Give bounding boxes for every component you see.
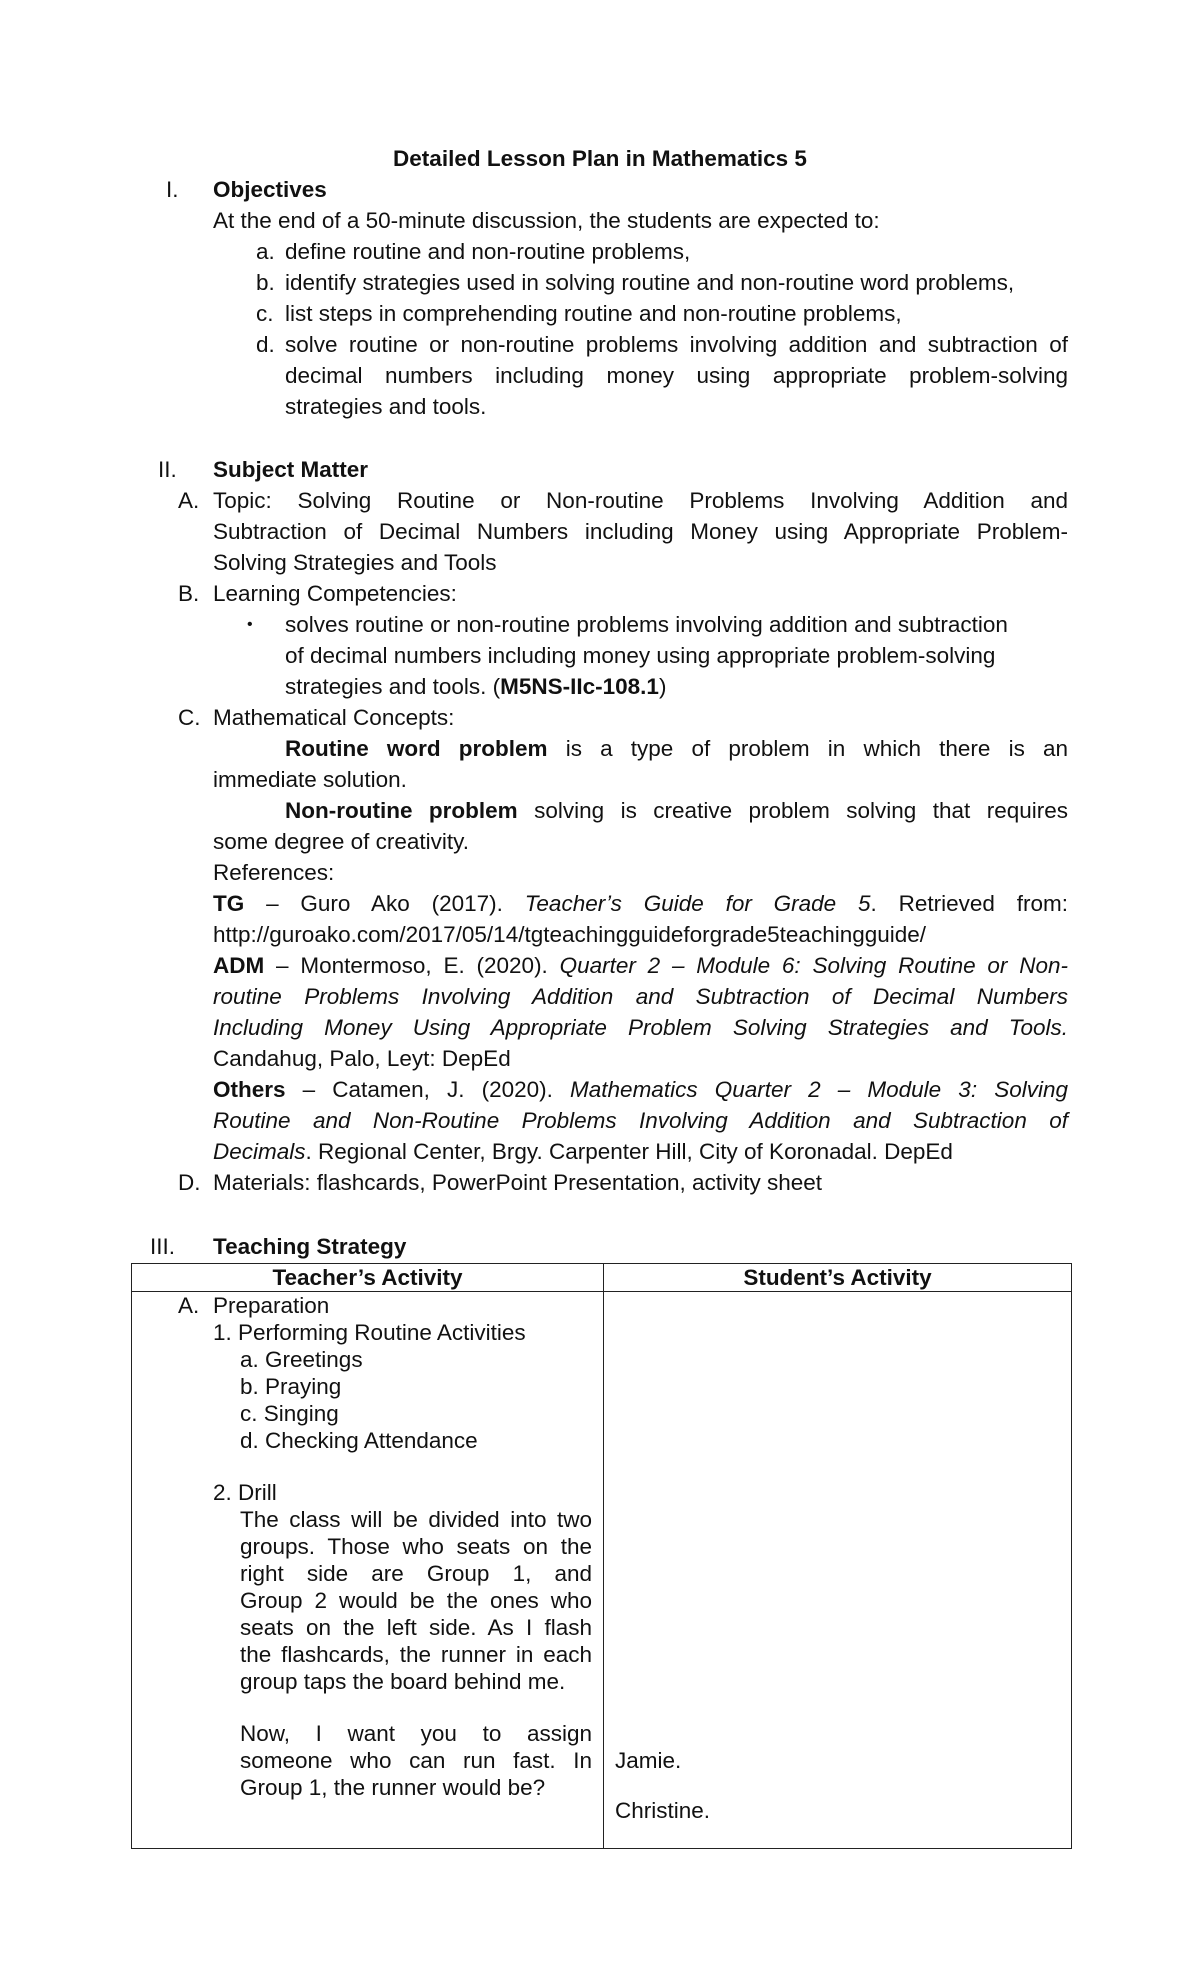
page-title: Detailed Lesson Plan in Mathematics 5: [393, 146, 807, 171]
student-answer: Christine.: [615, 1798, 711, 1823]
drill-text: group taps the board behind me.: [240, 1669, 566, 1694]
drill-text: The class will be divided into two: [240, 1507, 592, 1532]
item-letter: c.: [256, 301, 274, 326]
routine-term: Routine word problem: [285, 736, 548, 761]
reference-adm-title: routine Problems Involving Addition and Subtraction of Decimal Numbers: [213, 984, 1068, 1009]
references-label: References:: [213, 860, 335, 885]
student-activity-cell: [604, 1292, 1072, 1849]
section-heading: Objectives: [213, 177, 327, 202]
reference-adm-title: Including Money Using Appropriate Problem Solving Strategies and Tools.: [213, 1015, 1068, 1040]
competency-text: solves routine or non-routine problems involving addition and subtraction: [285, 612, 1008, 637]
item-letter: B.: [178, 581, 200, 606]
drill-text: the flashcards, the runner in each: [240, 1642, 592, 1667]
topic-text: Subtraction of Decimal Numbers including Money using Appropriate Problem-: [213, 519, 1068, 544]
reference-adm: ADM – Montermoso, E. (2020). Quarter 2 – Module 6: Solving Routine or Non-: [213, 953, 1068, 978]
reference-tg: TG – Guro Ako (2017). Teacher’s Guide for Grade 5. Retrieved from:: [213, 891, 1068, 916]
objective-item: list steps in comprehending routine and non-routine problems,: [285, 301, 902, 326]
objective-item: solve routine or non-routine problems involving addition and subtraction of: [285, 332, 1068, 357]
nonroutine-term: Non-routine problem: [285, 798, 518, 823]
reference-url: http://guroako.com/2017/05/14/tgteachingguideforgrade5teachingguide/: [213, 922, 927, 947]
item-letter: b.: [256, 270, 275, 295]
activity-table: [131, 1263, 1072, 1849]
section-heading: Teaching Strategy: [213, 1234, 407, 1259]
routine-item: a. Greetings: [240, 1347, 363, 1372]
section-heading: Subject Matter: [213, 457, 369, 482]
nonroutine-definition-cont: some degree of creativity.: [213, 829, 469, 854]
drill-text: seats on the left side. As I flash: [240, 1615, 592, 1640]
bullet-icon: •: [247, 616, 253, 633]
item-letter: d.: [256, 332, 275, 357]
competency-code: M5NS-IIc-108.1: [500, 674, 659, 699]
routine-definition-cont: immediate solution.: [213, 767, 407, 792]
competencies-label: Learning Competencies:: [213, 581, 457, 606]
nonroutine-definition: Non-routine problem solving is creative problem solving that requires: [285, 798, 1068, 823]
routine-item: b. Praying: [240, 1374, 342, 1399]
item-letter: D.: [178, 1170, 201, 1195]
routine-definition: Routine word problem is a type of problem in which there is an: [285, 736, 1068, 761]
item-letter: a.: [256, 239, 275, 264]
reference-others: Others – Catamen, J. (2020). Mathematics Quarter 2 – Module 3: Solving: [213, 1077, 1068, 1102]
teacher-activity-cell: [132, 1292, 604, 1849]
concepts-label: Mathematical Concepts:: [213, 705, 455, 730]
reference-adm-publisher: Candahug, Palo, Leyt: DepEd: [213, 1046, 511, 1071]
drill-text: right side are Group 1, and: [240, 1561, 592, 1586]
teacher-column-header: Teacher’s Activity: [132, 1264, 604, 1292]
assign-text: someone who can run fast. In: [240, 1748, 592, 1773]
objectives-intro: At the end of a 50-minute discussion, the students are expected to:: [213, 208, 880, 233]
student-column-header: Student’s Activity: [604, 1264, 1072, 1292]
routine-item: d. Checking Attendance: [240, 1428, 478, 1453]
competency-text-last: strategies and tools. (M5NS-IIc-108.1): [285, 674, 667, 699]
routine-activities-label: 1. Performing Routine Activities: [213, 1320, 526, 1345]
section-numeral: II.: [158, 457, 177, 482]
routine-item: c. Singing: [240, 1401, 339, 1426]
drill-label: 2. Drill: [213, 1480, 277, 1505]
table-header-row: [132, 1264, 1072, 1292]
reference-others-publisher: Decimals. Regional Center, Brgy. Carpenter Hill, City of Koronadal. DepEd: [213, 1139, 953, 1164]
item-letter: A.: [178, 488, 200, 513]
section-numeral: III.: [150, 1234, 176, 1259]
topic-text: Topic: Solving Routine or Non-routine Problems Involving Addition and: [213, 488, 1068, 513]
topic-text: Solving Strategies and Tools: [213, 550, 497, 575]
materials-text: Materials: flashcards, PowerPoint Presentation, activity sheet: [213, 1170, 823, 1195]
reference-others-title: Routine and Non-Routine Problems Involving Addition and Subtraction of: [213, 1108, 1068, 1133]
item-letter: A.: [178, 1293, 200, 1318]
objective-item: strategies and tools.: [285, 394, 487, 419]
assign-text: Group 1, the runner would be?: [240, 1775, 546, 1800]
competency-text: of decimal numbers including money using appropriate problem-solving: [285, 643, 996, 668]
item-letter: C.: [178, 705, 201, 730]
student-answer: Jamie.: [615, 1748, 682, 1773]
drill-text: groups. Those who seats on the: [240, 1534, 592, 1559]
table-row: [132, 1292, 1072, 1849]
objective-item: identify strategies used in solving routine and non-routine word problems,: [285, 270, 1015, 295]
preparation-label: Preparation: [213, 1293, 330, 1318]
drill-text: Group 2 would be the ones who: [240, 1588, 592, 1613]
objective-item: decimal numbers including money using appropriate problem-solving: [285, 363, 1068, 388]
assign-text: Now, I want you to assign: [240, 1721, 592, 1746]
section-numeral: I.: [166, 177, 179, 202]
objective-item: define routine and non-routine problems,: [285, 239, 691, 264]
